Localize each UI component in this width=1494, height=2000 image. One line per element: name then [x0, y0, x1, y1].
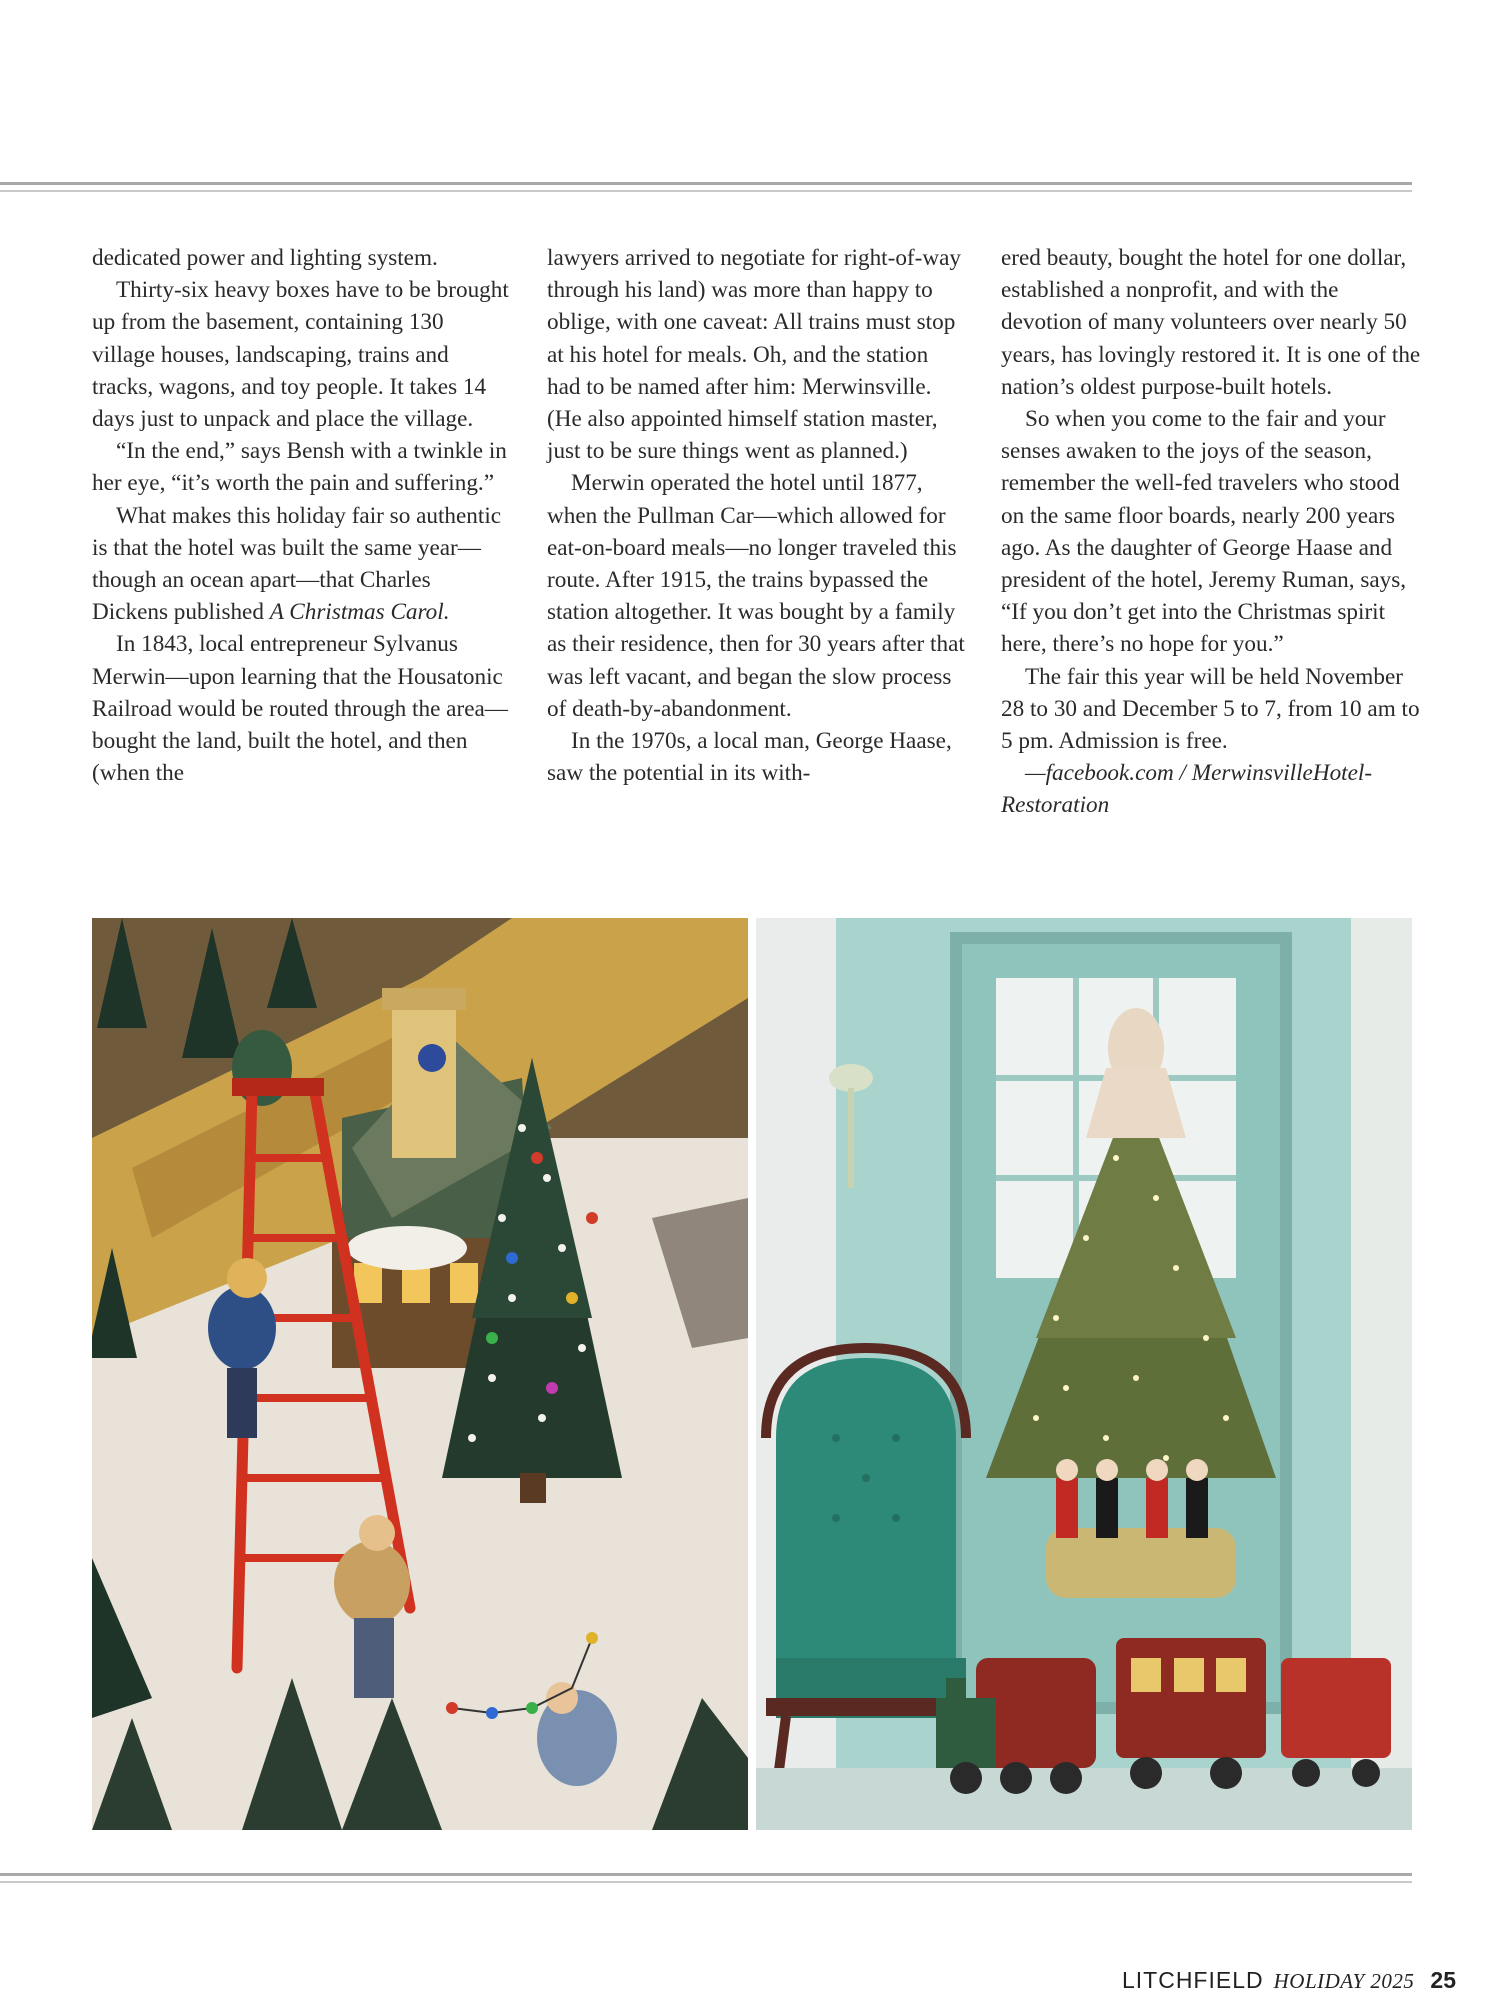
village-illustration: [92, 918, 748, 1830]
paragraph: “In the end,” says Bensh with a twinkle in her eye, “it’s worth the pain and suffering.”: [92, 438, 507, 497]
paragraph: Merwin operated the hotel until 1877, when the Pullman Car—which allowed for eat-on-board meals—no longer traveled this route. After 1915, the trains bypassed the station altogether. It was bought by a family as their residence, then for 30 years after that was left vacant, and began the slow process of death-by-abandonment.: [547, 470, 965, 722]
page-footer: [1122, 1967, 1456, 1997]
book-title: A Christmas Carol.: [269, 599, 450, 626]
page-number: 25: [1430, 1967, 1456, 1993]
paragraph: In the 1970s, a local man, George Haase, saw the potential in its with-: [547, 728, 952, 787]
parlor-illustration: [756, 918, 1412, 1830]
article-column-3: [1001, 242, 1421, 822]
paragraph: Thirty-six heavy boxes have to be brought up from the basement, containing 130 village houses, landscaping, trains and tracks, wagons, and toy people. It takes 14 days just to unpack and place the village.: [92, 277, 509, 433]
bottom-rule: [0, 1873, 1412, 1883]
photo-tree-chair-train: [756, 918, 1412, 1830]
article-column-2: [547, 242, 967, 789]
magazine-name: LITCHFIELD: [1121, 1967, 1264, 1993]
paragraph: dedicated power and lighting system.: [92, 245, 438, 271]
photo-christmas-village: [92, 918, 748, 1830]
source-credit: —facebook.com / MerwinsvilleHotel-: [1025, 760, 1373, 787]
paragraph: lawyers arrived to negotiate for right-of-way through his land) was more than happy to oblige, with one caveat: All trains must stop at his hotel for meals. Oh, and the station had to be named after him: Merwinsville. (He also appointed himself station master, just to be sure things went as planned.): [547, 245, 961, 465]
issue-label: HOLIDAY 2025: [1273, 1969, 1415, 1993]
article-column-1: [92, 242, 512, 789]
paragraph: In 1843, local entrepreneur Sylvanus Merwin—upon learning that the Housatonic Railroad would be routed through the area—bought the land, built the hotel, and then (when the: [92, 631, 508, 787]
paragraph-text: What makes this holiday fair so authentic is that the hotel was built the same year—though an ocean apart—that Charles Dickens published: [92, 502, 502, 626]
paragraph: The fair this year will be held November 28 to 30 and December 5 to 7, from 10 am to 5 pm. Admission is free.: [1001, 663, 1420, 755]
paragraph: [92, 500, 512, 629]
source-credit-continued: Restoration: [1001, 792, 1110, 819]
paragraph: ered beauty, bought the hotel for one dollar, established a nonprofit, and with the devotion of many volunteers over nearly 50 years, has lovingly restored it. It is one of the nation’s oldest purpose-built hotels.: [1001, 245, 1421, 400]
top-rule: [0, 182, 1412, 192]
paragraph: So when you come to the fair and your senses awaken to the joys of the season, remember the well-fed travelers who stood on the same floor boards, nearly 200 years ago. As the daughter of George Haase and president of the hotel, Jeremy Ruman, says, “If you don’t get into the Christmas spirit here, there’s no hope for you.”: [1001, 406, 1407, 658]
